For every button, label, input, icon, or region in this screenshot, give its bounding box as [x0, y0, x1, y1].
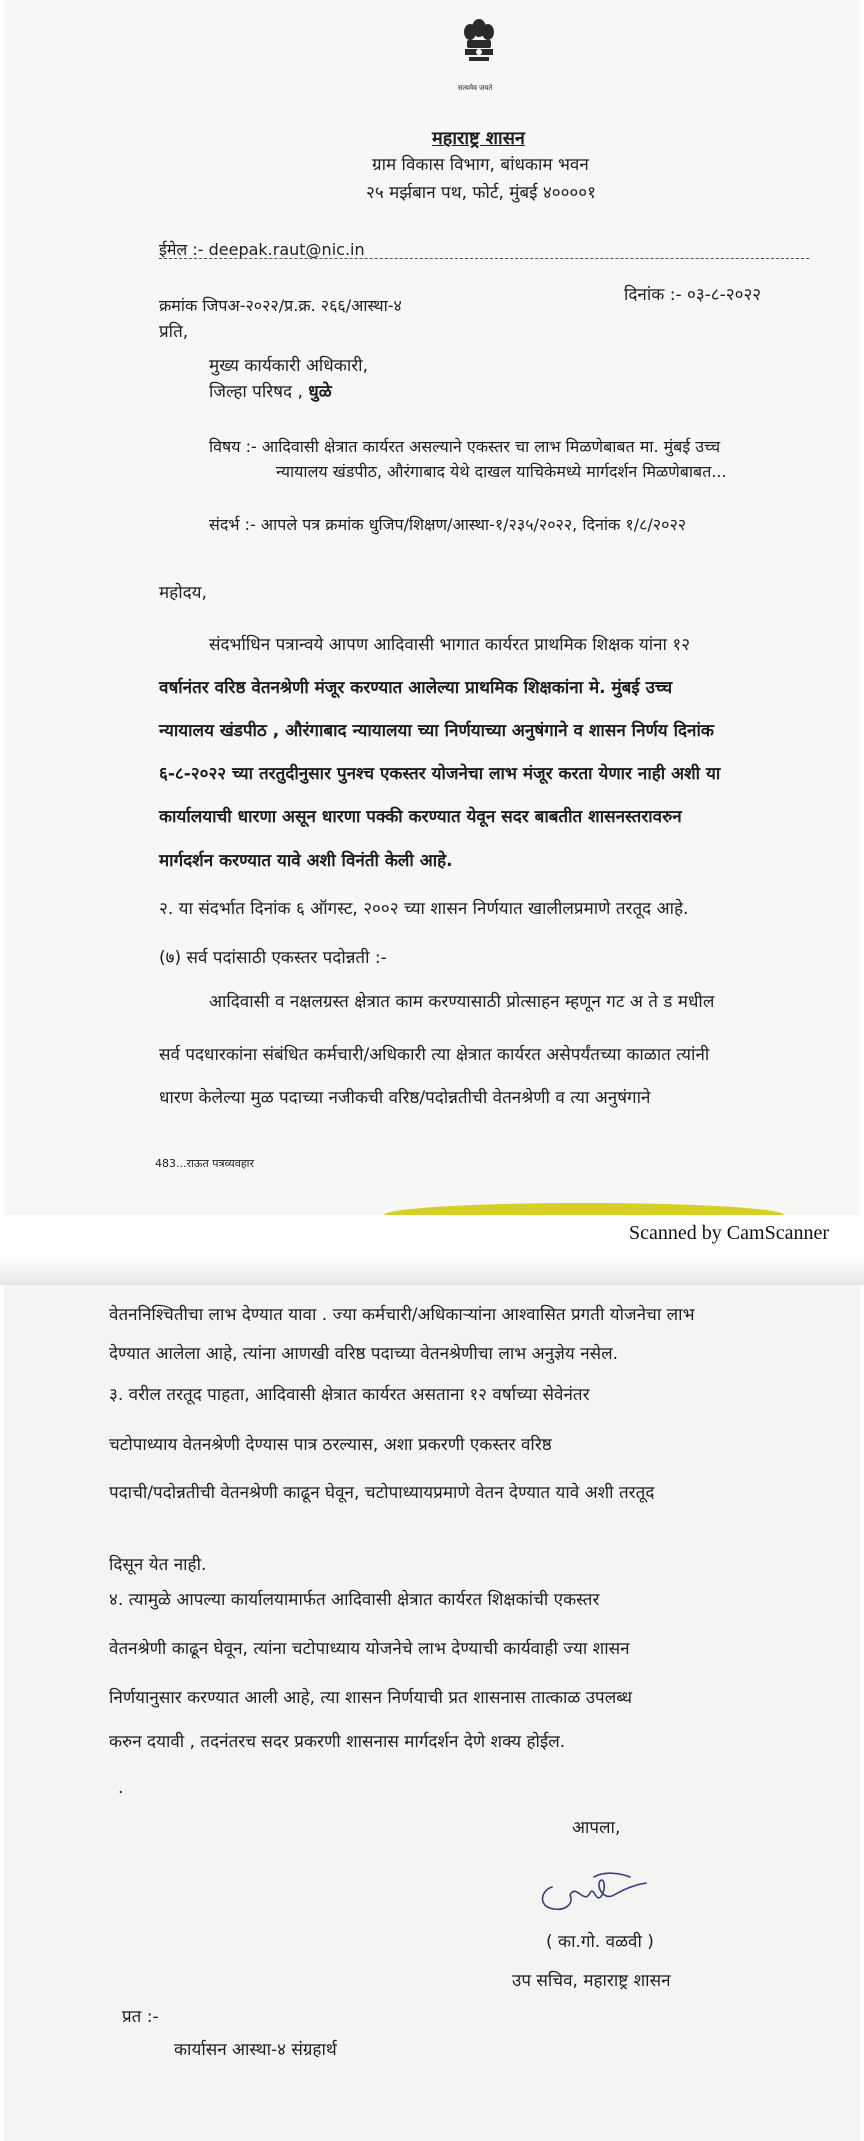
ref-number: क्रमांक जिपअ-२०२२/प्र.क्र. २६६/आस्था-४: [159, 296, 402, 315]
signatory-name: ( का.गो. वळवी ): [546, 1932, 654, 1952]
page-gap: [0, 1255, 864, 1285]
prati-label: प्रति,: [159, 322, 189, 342]
closing: आपला,: [572, 1818, 621, 1838]
email-line: ईमेल :- deepak.raut@nic.in: [159, 240, 365, 259]
para1-line-6: मार्गदर्शन करण्यात यावे अशी विनंती केली आहे.: [159, 851, 453, 871]
letter-page-1: [4, 0, 860, 1215]
address: २५ मर्झबान पथ, फोर्ट, मुंबई ४००००१: [366, 183, 596, 203]
para1-line-2: वर्षानंतर वरिष्ठ वेतनश्रेणी मंजूर करण्यात आलेल्या प्राथमिक शिक्षकांना मे. मुंबई उच्च: [159, 678, 673, 698]
para3-line-3: पदाची/पदोन्नतीची वेतनश्रेणी काढून घेवून, चटोपाध्यायप्रमाणे वेतन देण्यात यावे अशी तरतूद: [109, 1483, 655, 1503]
stray-dot: .: [118, 1778, 124, 1798]
para2-subheading: (७) सर्व पदांसाठी एकस्तर पदोन्नती :-: [159, 948, 387, 968]
file-footer-note: 483...राऊत पत्रव्यवहार: [155, 1157, 255, 1170]
recipient-line-2: [209, 382, 332, 402]
emblem-caption: सत्यमेव जयते: [458, 84, 493, 92]
yellow-edge: [384, 1203, 784, 1215]
subject-line-1: विषय :- आदिवासी क्षेत्रात कार्यरत असल्याने एकस्तर चा लाभ मिळणेबाबत मा. मुंबई उच्च: [209, 437, 721, 456]
recipient-line-1: मुख्य कार्यकारी अधिकारी,: [209, 356, 368, 376]
subject-line-2: न्यायालय खंडपीठ, औरंगाबाद येथे दाखल याचिकेमध्ये मार्गदर्शन मिळणेबाबत...: [276, 462, 727, 481]
para3-line-4: दिसून येत नाही.: [109, 1555, 207, 1575]
cont-line-1: वेतननिश्चितीचा लाभ देण्यात यावा . ज्या कर्मचारी/अधिकाऱ्यांना आश्वासित प्रगती योजनेचा लाभ: [109, 1305, 695, 1325]
letter-date: दिनांक :- ०३-८-२०२२: [624, 285, 762, 305]
para4-line-2: वेतनश्रेणी काढून घेवून, त्यांना चटोपाध्याय योजनेचे लाभ देण्याची कार्यवाही ज्या शासन: [109, 1639, 630, 1659]
copy-recipient: कार्यासन आस्था-४ संग्रहार्थ: [174, 2040, 337, 2060]
para1-line-3: न्यायालय खंडपीठ , औरंगाबाद न्यायालया च्या निर्णयाच्या अनुषंगाने व शासन निर्णय दिनांक: [159, 721, 714, 741]
scanned-by-label: Scanned by CamScanner: [629, 1222, 829, 1244]
para1-line-5: कार्यालयाची धारणा असून धारणा पक्की करण्यात येवून सदर बाबतीत शासनस्तरावरुन: [159, 807, 682, 827]
para1-line-4: ६-८-२०२२ च्या तरतुदीनुसार पुनश्च एकस्तर योजनेचा लाभ मंजूर करता येणार नाही अशी या: [159, 764, 721, 784]
recipient-zp: जिल्हा परिषद ,: [209, 382, 303, 402]
para2-line: २. या संदर्भात दिनांक ६ ऑगस्ट, २००२ च्या शासन निर्णयात खालीलप्रमाणे तरतूद आहे.: [159, 899, 689, 919]
para4-line-3: निर्णयानुसार करण्यात आली आहे, त्या शासन निर्णयाची प्रत शासनास तात्काळ उपलब्ध: [109, 1688, 633, 1708]
copy-label: प्रत :-: [122, 2007, 159, 2027]
department: ग्राम विकास विभाग, बांधकाम भवन: [372, 155, 589, 175]
cont-line-2: देण्यात आलेला आहे, त्यांना आणखी वरिष्ठ पदाच्या वेतनश्रेणीचा लाभ अनुज्ञेय नसेल.: [109, 1344, 619, 1364]
para3-line-2: चटोपाध्याय वेतनश्रेणी देण्यास पात्र ठरल्यास, अशा प्रकरणी एकस्तर वरिष्ठ: [109, 1435, 552, 1455]
para4-line-1: ४. त्यामुळे आपल्या कार्यालयामार्फत आदिवासी क्षेत्रात कार्यरत शिक्षकांची एकस्तर: [109, 1590, 600, 1610]
reference-line: संदर्भ :- आपले पत्र क्रमांक धुजिप/शिक्षण/आस्था-१/२३५/२०२२, दिनांक १/८/२०२२: [209, 515, 687, 534]
org-name: महाराष्ट्र शासन: [432, 128, 525, 149]
para3-line-1: ३. वरील तरतूद पाहता, आदिवासी क्षेत्रात कार्यरत असताना १२ वर्षाच्या सेवेनंतर: [109, 1385, 590, 1405]
recipient-district: धुळे: [308, 382, 332, 402]
para4-line-4: करुन दयावी , तदनंतरच सदर प्रकरणी शासनास मार्गदर्शन देणे शक्य होईल.: [109, 1732, 566, 1752]
salutation: महोदय,: [159, 583, 207, 603]
para2-body-line-2: सर्व पदधारकांना संबंधित कर्मचारी/अधिकारी त्या क्षेत्रात कार्यरत असेपर्यंतच्या काळात त्यांनी: [159, 1045, 710, 1065]
para2-body-line-1: आदिवासी व नक्षलग्रस्त क्षेत्रात काम करण्यासाठी प्रोत्साहन म्हणून गट अ ते ड मधील: [209, 992, 715, 1012]
signatory-title: उप सचिव, महाराष्ट्र शासन: [512, 1971, 671, 1991]
header-divider: [159, 258, 809, 259]
para1-line-1: संदर्भाधिन पत्रान्वये आपण आदिवासी भागात कार्यरत प्राथमिक शिक्षक यांना १२: [209, 635, 691, 655]
signature-icon: [534, 1865, 654, 1915]
letter-page-2: [4, 1285, 860, 2141]
state-emblem-icon: [459, 16, 499, 82]
para2-body-line-3: धारण केलेल्या मुळ पदाच्या नजीकची वरिष्ठ/पदोन्नतीची वेतनश्रेणी व त्या अनुषंगाने: [159, 1088, 651, 1108]
